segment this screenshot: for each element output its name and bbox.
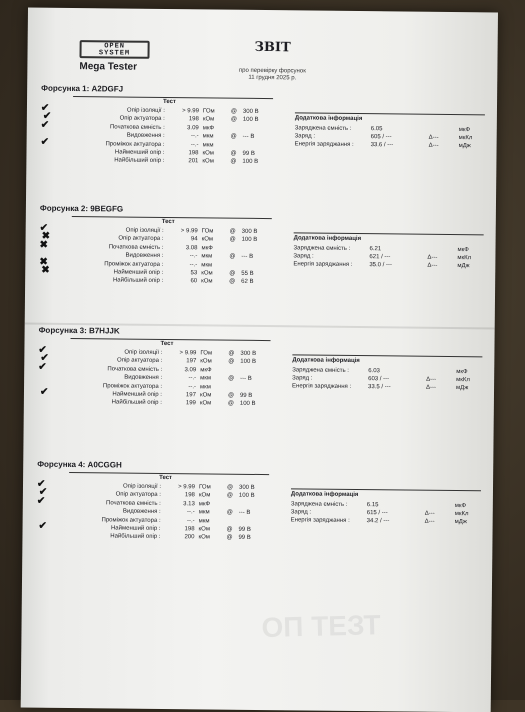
- info-delta: Δ---: [429, 143, 453, 149]
- row-unit: ГОм: [203, 108, 227, 114]
- row-label: Видовження :: [69, 508, 161, 515]
- test-caption: Тест: [163, 99, 176, 105]
- row-label: Найменший опір :: [70, 391, 162, 398]
- info-label: Заряд :: [295, 133, 367, 140]
- row-test-voltage: 99 В: [238, 535, 268, 541]
- row-test-voltage: 100 В: [240, 401, 270, 407]
- row-label: Опір ізоляції :: [70, 349, 162, 356]
- info-row: [291, 509, 481, 511]
- row-value: --.-: [169, 133, 199, 139]
- check-mark-icon: ✔: [41, 119, 50, 130]
- info-value: 33.5 / ---: [368, 384, 418, 391]
- info-label: Заряджена ємність :: [295, 125, 367, 132]
- row-label: Проміжок актуатора :: [70, 383, 162, 390]
- row-value: 197: [166, 392, 196, 398]
- row-at: @: [230, 159, 238, 165]
- info-value: 603 / ---: [368, 376, 418, 383]
- row-at: @: [227, 493, 235, 499]
- row-value: --.-: [167, 253, 197, 259]
- info-caption: Додаткова інформація: [291, 491, 359, 498]
- row-label: Опір ізоляції :: [73, 107, 165, 114]
- row-value: > 9.99: [169, 108, 199, 114]
- check-mark-icon: ✔: [40, 387, 49, 398]
- info-caption: Додаткова інформація: [294, 235, 362, 242]
- row-unit: мкФ: [199, 501, 223, 507]
- injector-title: Форсунка 2: 9BEGFG: [40, 204, 123, 214]
- info-value: 615 / ---: [367, 510, 417, 517]
- info-row: [292, 367, 482, 369]
- row-value: 3.08: [167, 245, 197, 251]
- additional-info-panel: [291, 488, 481, 491]
- info-row: [293, 261, 483, 263]
- check-mark-icon: ✔: [39, 521, 48, 532]
- check-mark-icon: ✔: [38, 345, 47, 356]
- info-unit: мкФ: [457, 247, 481, 253]
- row-label: Опір ізоляції :: [69, 483, 161, 490]
- row-at: @: [230, 151, 238, 157]
- info-label: Заряджена ємність :: [292, 367, 364, 374]
- row-label: Опір ізоляції :: [72, 227, 164, 234]
- row-at: @: [228, 351, 236, 357]
- check-mark-icon: ✔: [37, 479, 46, 490]
- row-value: 198: [165, 492, 195, 498]
- row-test-voltage: 99 В: [242, 151, 272, 157]
- row-unit: кОм: [201, 270, 225, 276]
- row-unit: мкм: [199, 510, 223, 516]
- row-unit: кОм: [203, 117, 227, 123]
- cross-mark-icon: ✖: [42, 231, 51, 242]
- info-label: Заряд :: [292, 375, 364, 382]
- check-mark-icon: ✔: [43, 111, 52, 122]
- row-at: @: [229, 254, 237, 260]
- info-row: [295, 133, 485, 135]
- row-value: > 9.99: [166, 350, 196, 356]
- row-test-voltage: --- В: [240, 376, 270, 382]
- check-mark-icon: ✔: [38, 361, 47, 372]
- row-test-voltage: 55 В: [241, 271, 271, 277]
- row-at: @: [227, 510, 235, 516]
- row-label: Опір актуатора :: [69, 491, 161, 498]
- row-label: Опір актуатора :: [70, 357, 162, 364]
- test-caption: Тест: [162, 219, 175, 225]
- check-mark-icon: ✔: [37, 495, 46, 506]
- row-test-voltage: 300 В: [242, 229, 272, 235]
- test-table: [71, 338, 271, 341]
- row-value: 3.13: [165, 501, 195, 507]
- row-at: @: [228, 376, 236, 382]
- company-logo: [79, 40, 157, 73]
- info-unit: мДж: [459, 143, 483, 149]
- info-label: Заряд :: [293, 253, 365, 260]
- injector-title: Форсунка 3: B7HJJK: [39, 326, 120, 336]
- row-label: Найменший опір :: [72, 149, 164, 156]
- logo-line-1: OPEN: [82, 43, 148, 51]
- info-unit: мкФ: [455, 503, 479, 509]
- report-title: ЗВІТ: [188, 39, 358, 56]
- row-at: @: [231, 134, 239, 140]
- row-value: --.-: [166, 384, 196, 390]
- info-value: 605 / ---: [371, 134, 421, 141]
- row-unit: мкм: [203, 142, 227, 148]
- row-value: > 9.99: [168, 228, 198, 234]
- check-mark-icon: ✔: [40, 223, 49, 234]
- row-label: Початкова ємність :: [73, 124, 165, 131]
- row-unit: мкм: [203, 134, 227, 140]
- row-test-voltage: 100 В: [242, 237, 272, 243]
- row-unit: ГОм: [200, 350, 224, 356]
- row-label: Проміжок актуатора :: [71, 261, 163, 268]
- info-value: 35.0 / ---: [369, 262, 419, 269]
- row-test-voltage: 99 В: [240, 393, 270, 399]
- row-value: 198: [165, 526, 195, 532]
- row-label: Початкова ємність :: [69, 500, 161, 507]
- row-value: 197: [166, 358, 196, 364]
- row-test-voltage: 300 В: [239, 485, 269, 491]
- info-value: 6.21: [369, 246, 419, 253]
- info-unit: мДж: [455, 519, 479, 525]
- logo-mark: [79, 40, 157, 59]
- info-row: [295, 125, 485, 127]
- info-label: Енергія заряджання :: [291, 517, 363, 524]
- row-test-voltage: --- В: [243, 134, 273, 140]
- info-caption: Додаткова інформація: [295, 115, 363, 122]
- info-delta: Δ---: [426, 385, 450, 391]
- additional-info-panel: [292, 354, 482, 357]
- injector-block: [23, 460, 493, 465]
- info-unit: мДж: [456, 385, 480, 391]
- row-at: @: [228, 401, 236, 407]
- info-unit: мкКл: [457, 255, 481, 261]
- cross-mark-icon: ✖: [39, 239, 48, 250]
- row-label: Найбільший опір :: [72, 157, 164, 164]
- row-label: Найменший опір :: [71, 269, 163, 276]
- info-unit: мкКл: [455, 511, 479, 517]
- row-at: @: [228, 359, 236, 365]
- row-label: Початкова ємність :: [71, 244, 163, 251]
- row-label: Найбільший опір :: [68, 533, 160, 540]
- row-unit: кОм: [200, 359, 224, 365]
- product-name: Mega Tester: [79, 61, 157, 73]
- row-test-voltage: 100 В: [242, 159, 272, 165]
- test-caption: Тест: [159, 475, 172, 481]
- table-row: [70, 399, 270, 409]
- row-unit: кОм: [200, 392, 224, 398]
- row-test-voltage: 100 В: [243, 117, 273, 123]
- check-mark-icon: ✔: [39, 487, 48, 498]
- info-label: Заряджена ємність :: [291, 501, 363, 508]
- row-value: 60: [167, 278, 197, 284]
- row-value: 198: [169, 116, 199, 122]
- injector-title: Форсунка 4: A0CGGH: [37, 460, 122, 470]
- injector-block: [27, 84, 497, 89]
- row-label: Опір актуатора :: [72, 235, 164, 242]
- row-unit: кОм: [201, 279, 225, 285]
- row-test-voltage: 300 В: [240, 351, 270, 357]
- row-at: @: [230, 229, 238, 235]
- row-unit: мкм: [200, 384, 224, 390]
- table-row: [71, 277, 271, 287]
- row-label: Опір актуатора :: [73, 115, 165, 122]
- row-unit: мкм: [201, 262, 225, 268]
- info-unit: мкКл: [459, 135, 483, 141]
- row-unit: кОм: [199, 493, 223, 499]
- row-value: --.-: [165, 518, 195, 524]
- info-row: [292, 375, 482, 377]
- info-unit: мкФ: [459, 127, 483, 133]
- row-at: @: [231, 117, 239, 123]
- info-label: Енергія заряджання :: [295, 141, 367, 148]
- row-unit: ГОм: [199, 484, 223, 490]
- info-delta: Δ---: [427, 263, 451, 269]
- row-value: --.-: [165, 509, 195, 515]
- test-table: [69, 472, 269, 475]
- row-label: Видовження :: [70, 374, 162, 381]
- info-delta: Δ---: [425, 511, 449, 517]
- row-unit: кОм: [200, 401, 224, 407]
- row-value: --.-: [167, 262, 197, 268]
- row-unit: мкм: [199, 518, 223, 524]
- row-test-voltage: --- В: [241, 254, 271, 260]
- report-subtitle: про перевірку форсунок: [187, 67, 357, 75]
- row-unit: кОм: [198, 535, 222, 541]
- row-at: @: [229, 279, 237, 285]
- report-sheet: [21, 8, 498, 712]
- test-table: [72, 216, 272, 219]
- info-delta: Δ---: [427, 255, 451, 261]
- additional-info-panel: [294, 232, 484, 235]
- check-mark-icon: ✔: [41, 103, 50, 114]
- info-delta: Δ---: [425, 519, 449, 525]
- row-at: @: [227, 485, 235, 491]
- row-unit: мкм: [201, 254, 225, 260]
- row-value: --.-: [166, 375, 196, 381]
- row-label: Найбільший опір :: [71, 277, 163, 284]
- logo-line-2: SYSTEM: [81, 50, 147, 58]
- row-at: @: [228, 393, 236, 399]
- row-at: @: [226, 535, 234, 541]
- info-row: [295, 141, 485, 143]
- info-row: [293, 253, 483, 255]
- additional-info-panel: [295, 112, 485, 115]
- row-value: 3.09: [166, 367, 196, 373]
- row-label: Проміжок актуатора :: [73, 141, 165, 148]
- info-label: Заряд :: [291, 509, 363, 516]
- row-unit: кОм: [202, 150, 226, 156]
- row-value: 3.09: [169, 125, 199, 131]
- row-unit: кОм: [199, 526, 223, 532]
- table-row: [72, 157, 272, 167]
- row-at: @: [231, 109, 239, 115]
- row-value: 200: [164, 534, 194, 540]
- row-unit: кОм: [202, 237, 226, 243]
- info-label: Заряджена ємність :: [293, 245, 365, 252]
- row-value: --.-: [169, 142, 199, 148]
- info-value: 33.6 / ---: [371, 142, 421, 149]
- row-label: Найбільший опір :: [70, 399, 162, 406]
- info-value: 6.05: [371, 126, 421, 133]
- row-value: 198: [168, 150, 198, 156]
- info-row: [294, 245, 484, 247]
- row-value: 53: [167, 270, 197, 276]
- info-row: [291, 501, 481, 503]
- row-test-voltage: 99 В: [239, 527, 269, 533]
- row-at: @: [227, 527, 235, 533]
- bleed-through-text: ОП ТЕЗТ: [261, 609, 381, 644]
- row-label: Видовження :: [71, 252, 163, 259]
- info-row: [291, 517, 481, 519]
- row-unit: мкФ: [200, 367, 224, 373]
- info-label: Енергія заряджання :: [292, 383, 364, 390]
- check-mark-icon: ✔: [41, 136, 50, 147]
- row-unit: кОм: [202, 159, 226, 165]
- injector-block: [26, 204, 496, 209]
- info-delta: Δ---: [426, 377, 450, 383]
- logo-text: [79, 40, 149, 59]
- info-delta: Δ---: [429, 135, 453, 141]
- check-mark-icon: ✔: [40, 353, 49, 364]
- info-value: 6.03: [368, 368, 418, 375]
- row-value: 94: [168, 236, 198, 242]
- row-unit: ГОм: [202, 228, 226, 234]
- row-test-voltage: 100 В: [240, 359, 270, 365]
- row-unit: мкм: [200, 376, 224, 382]
- row-test-voltage: 300 В: [243, 109, 273, 115]
- row-at: @: [229, 271, 237, 277]
- report-date: 11 грудня 2025 р.: [187, 74, 357, 82]
- info-unit: мкФ: [456, 369, 480, 375]
- injector-title: Форсунка 1: A2DGFJ: [41, 84, 123, 94]
- info-value: 34.2 / ---: [367, 518, 417, 525]
- table-row: [68, 533, 268, 543]
- row-test-voltage: 100 В: [239, 493, 269, 499]
- row-test-voltage: 62 В: [241, 279, 271, 285]
- row-value: 199: [166, 400, 196, 406]
- info-row: [292, 383, 482, 385]
- info-unit: мДж: [457, 263, 481, 269]
- row-unit: мкФ: [201, 245, 225, 251]
- row-label: Найменший опір :: [69, 525, 161, 532]
- info-caption: Додаткова інформація: [292, 357, 360, 364]
- row-at: @: [230, 237, 238, 243]
- info-value: 621 / ---: [369, 254, 419, 261]
- info-unit: мкКл: [456, 377, 480, 383]
- row-value: 201: [168, 158, 198, 164]
- row-value: > 9.99: [165, 484, 195, 490]
- info-value: 6.15: [367, 502, 417, 509]
- row-label: Початкова ємність :: [70, 366, 162, 373]
- row-unit: мкФ: [203, 125, 227, 131]
- test-caption: Тест: [160, 341, 173, 347]
- test-table: [73, 96, 273, 99]
- cross-mark-icon: ✖: [41, 265, 50, 276]
- cross-mark-icon: ✖: [39, 256, 48, 267]
- row-test-voltage: --- В: [239, 510, 269, 516]
- row-label: Проміжок актуатора :: [69, 517, 161, 524]
- info-label: Енергія заряджання :: [293, 261, 365, 268]
- row-label: Видовження :: [73, 132, 165, 139]
